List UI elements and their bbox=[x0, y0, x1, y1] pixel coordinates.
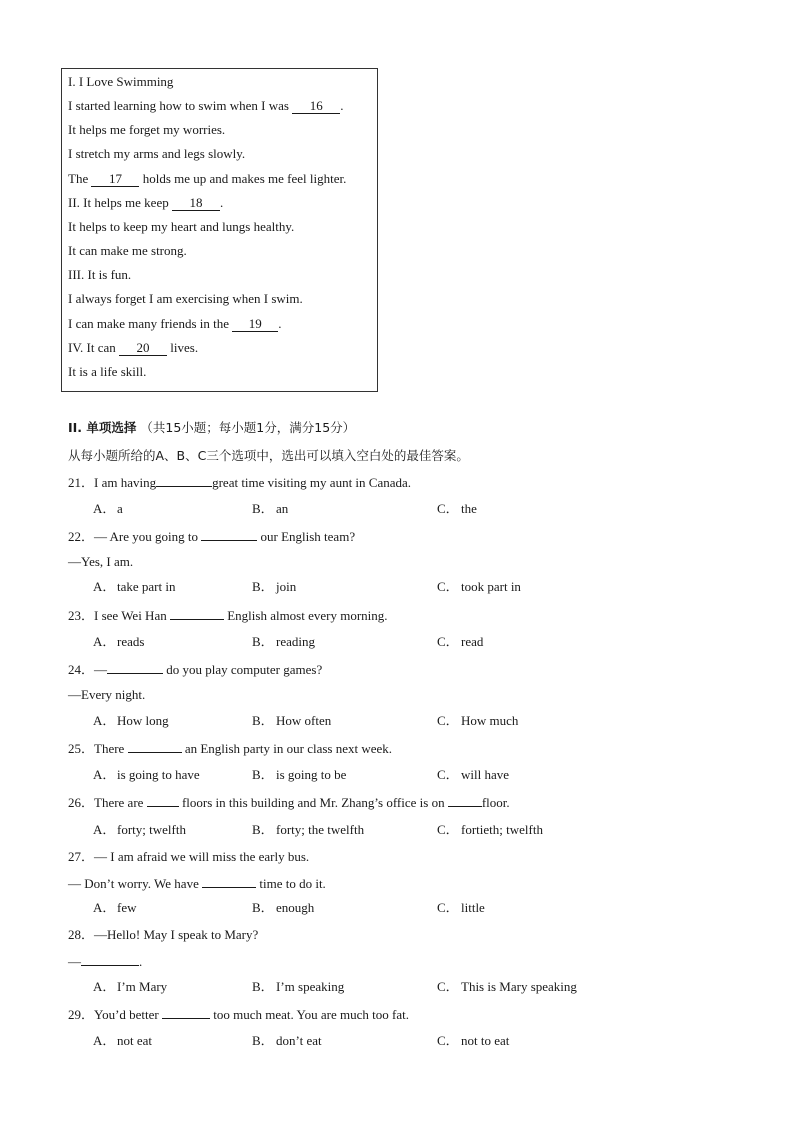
q29-option-a: A． not eat bbox=[93, 1033, 153, 1048]
outline-line-11: IV. It can 20 lives. bbox=[68, 340, 199, 355]
answer-blank bbox=[162, 1006, 210, 1019]
question-23: 23．I see Wei Han English almost every morning. bbox=[68, 608, 388, 623]
outline-line-5: II. It helps me keep 18 . bbox=[68, 195, 224, 210]
q21-option-a: A． a bbox=[93, 501, 123, 516]
q26-option-a: A． forty; twelfth bbox=[93, 822, 186, 837]
section-instruction: 从每小题所给的A、B、C三个选项中，选出可以填入空白处的最佳答案。 bbox=[68, 448, 469, 463]
blank-18: 18 bbox=[172, 196, 220, 211]
q23-option-b: B． reading bbox=[252, 634, 315, 649]
blank-19: 19 bbox=[232, 317, 278, 332]
q23-option-c: C． read bbox=[437, 634, 484, 649]
question-28: 28．—Hello! May I speak to Mary? bbox=[68, 927, 259, 942]
q27-option-b: B． enough bbox=[252, 900, 315, 915]
blank-17: 17 bbox=[91, 172, 139, 187]
outline-line-3: I stretch my arms and legs slowly. bbox=[68, 146, 246, 161]
answer-blank bbox=[201, 528, 257, 541]
question-24-reply: —Every night. bbox=[68, 687, 146, 702]
outline-line-2: It helps me forget my worries. bbox=[68, 122, 226, 137]
q28-option-c: C． This is Mary speaking bbox=[437, 979, 577, 994]
question-25: 25．There an English party in our class next week. bbox=[68, 741, 393, 756]
q25-option-b: B． is going to be bbox=[252, 767, 347, 782]
q27-option-a: A． few bbox=[93, 900, 137, 915]
q21-option-b: B． an bbox=[252, 501, 289, 516]
question-21: 21．I am having great time visiting my aunt in Canada. bbox=[68, 475, 412, 490]
q26-option-c: C． fortieth; twelfth bbox=[437, 822, 543, 837]
blank-20: 20 bbox=[119, 341, 167, 356]
answer-blank bbox=[147, 794, 179, 807]
answer-blank bbox=[448, 794, 482, 807]
question-22: 22．— Are you going to our English team? bbox=[68, 529, 356, 544]
answer-blank bbox=[128, 740, 182, 753]
q26-option-b: B． forty; the twelfth bbox=[252, 822, 365, 837]
q28-option-a: A． I’m Mary bbox=[93, 979, 168, 994]
outline-line-6: It helps to keep my heart and lungs healthy. bbox=[68, 219, 295, 234]
answer-blank bbox=[107, 661, 163, 674]
q27-option-c: C． little bbox=[437, 900, 485, 915]
q25-option-c: C． will have bbox=[437, 767, 510, 782]
outline-line-7: It can make me strong. bbox=[68, 243, 187, 258]
answer-blank bbox=[170, 607, 224, 620]
outline-line-12: It is a life skill. bbox=[68, 364, 147, 379]
outline-line-9: I always forget I am exercising when I swim. bbox=[68, 291, 303, 306]
answer-blank bbox=[202, 875, 256, 888]
outline-title: I. I Love Swimming bbox=[68, 74, 174, 89]
q24-option-b: B． How often bbox=[252, 713, 332, 728]
question-29: 29．You’d better too much meat. You are much too fat. bbox=[68, 1007, 409, 1022]
outline-line-4: The 17 holds me up and makes me feel lighter. bbox=[68, 171, 347, 186]
q22-option-c: C． took part in bbox=[437, 579, 521, 594]
q25-option-a: A． is going to have bbox=[93, 767, 200, 782]
outline-line-10: I can make many friends in the 19 . bbox=[68, 316, 282, 331]
q22-option-a: A． take part in bbox=[93, 579, 176, 594]
q29-option-b: B． don’t eat bbox=[252, 1033, 322, 1048]
question-28-reply: — . bbox=[68, 954, 143, 969]
answer-blank bbox=[81, 953, 139, 966]
q24-option-a: A． How long bbox=[93, 713, 169, 728]
q28-option-b: B． I’m speaking bbox=[252, 979, 345, 994]
q22-option-b: B． join bbox=[252, 579, 297, 594]
blank-16: 16 bbox=[292, 99, 340, 114]
question-26: 26．There are floors in this building and Mr. Zhang’s office is on floor. bbox=[68, 795, 510, 810]
q24-option-c: C． How much bbox=[437, 713, 519, 728]
question-27-reply: — Don’t worry. We have time to do it. bbox=[68, 876, 326, 891]
question-27: 27．— I am afraid we will miss the early bus. bbox=[68, 849, 310, 864]
answer-blank bbox=[156, 474, 212, 487]
outline-line-1: I started learning how to swim when I was 16 . bbox=[68, 98, 344, 113]
question-24: 24．— do you play computer games? bbox=[68, 662, 323, 677]
q21-option-c: C． the bbox=[437, 501, 477, 516]
question-22-reply: —Yes, I am. bbox=[68, 554, 134, 569]
section-heading: II. 单项选择 （共15小题；每小题1分，满分15分） bbox=[68, 420, 356, 435]
outline-line-8: III. It is fun. bbox=[68, 267, 132, 282]
q29-option-c: C． not to eat bbox=[437, 1033, 510, 1048]
q23-option-a: A． reads bbox=[93, 634, 145, 649]
